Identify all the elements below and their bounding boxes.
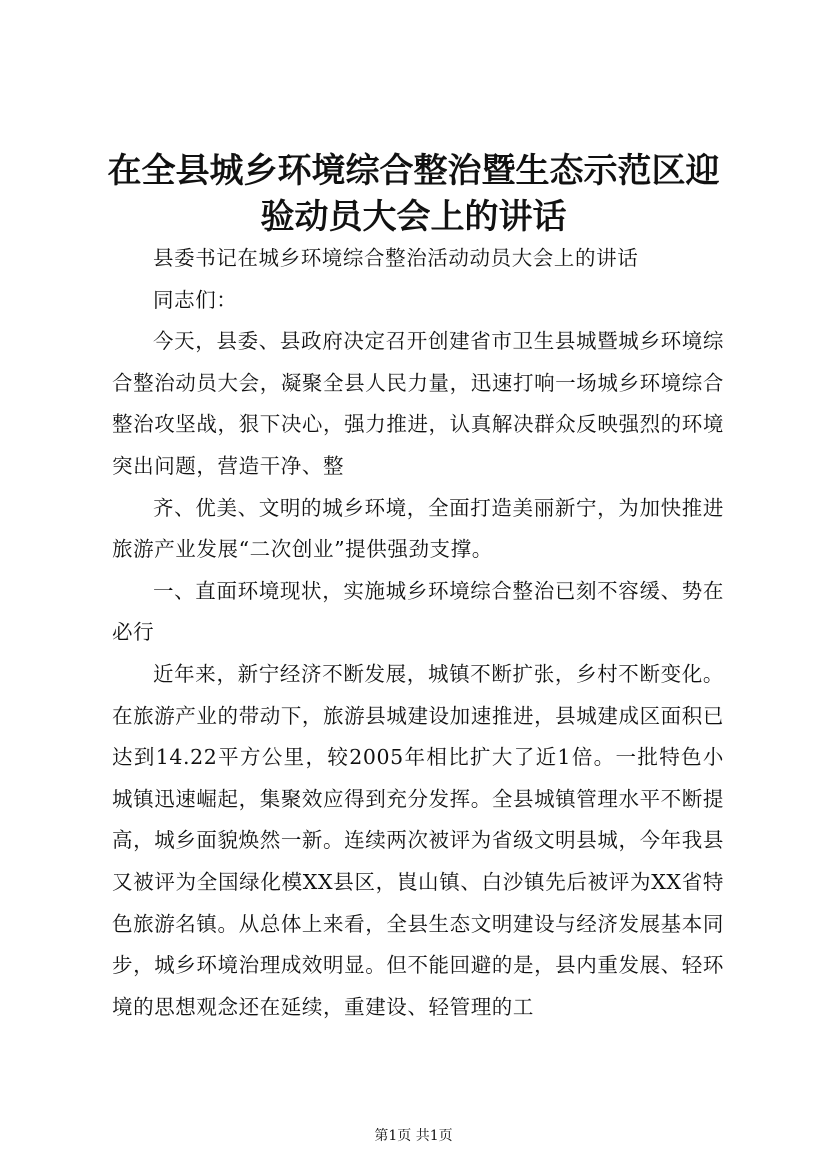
document-title: 在全县城乡环境综合整治暨生态示范区迎验动员大会上的讲话 (107, 151, 720, 237)
page-footer: 第1页 共1页 (374, 1128, 453, 1144)
salutation: 同志们： (153, 287, 238, 312)
paragraph-intro-continued: 齐、优美、文明的城乡环境，全面打造美丽新宁，为加快推进旅游产业发展“二次创业”提供强劲支撑。 (112, 495, 724, 562)
paragraph-intro: 今天，县委、县政府决定召开创建省市卫生县城暨城乡环境综合整治动员大会，凝聚全县人民力量，迅速打响一场城乡环境综合整治攻坚战，狠下决心，强力推进，认真解决群众反映强烈的环境突出问题，营造干净、整 (112, 329, 724, 478)
document-body (112, 238, 724, 1028)
speech-subtitle: 县委书记在城乡环境综合整治活动动员大会上的讲话 (153, 246, 639, 270)
section-heading-1: 一、直面环境现状，实施城乡环境综合整治已刻不容缓、势在必行 (112, 578, 724, 645)
paragraph-current-status: 近年来，新宁经济不断发展，城镇不断扩张，乡村不断变化。在旅游产业的带动下，旅游县城建设加速推进，县城建成区面积已达到14.22平方公里，较2005年相比扩大了近1倍。一批特色小城镇迅速崛起，集聚效应得到充分发挥。全县城镇管理水平不断提高，城乡面貌焕然一新。连续两次被评为省级文明县城，今年我县又被评为全国绿化模XX县区，崀山镇、白沙镇先后被评为XX省特色旅游名镇。从总体上来看，全县生态文明建设与经济发展基本同步，城乡环境治理成效明显。但不能回避的是，县内重发展、轻环境的思想观念还在延续，重建设、轻管理的工 (112, 661, 724, 1019)
